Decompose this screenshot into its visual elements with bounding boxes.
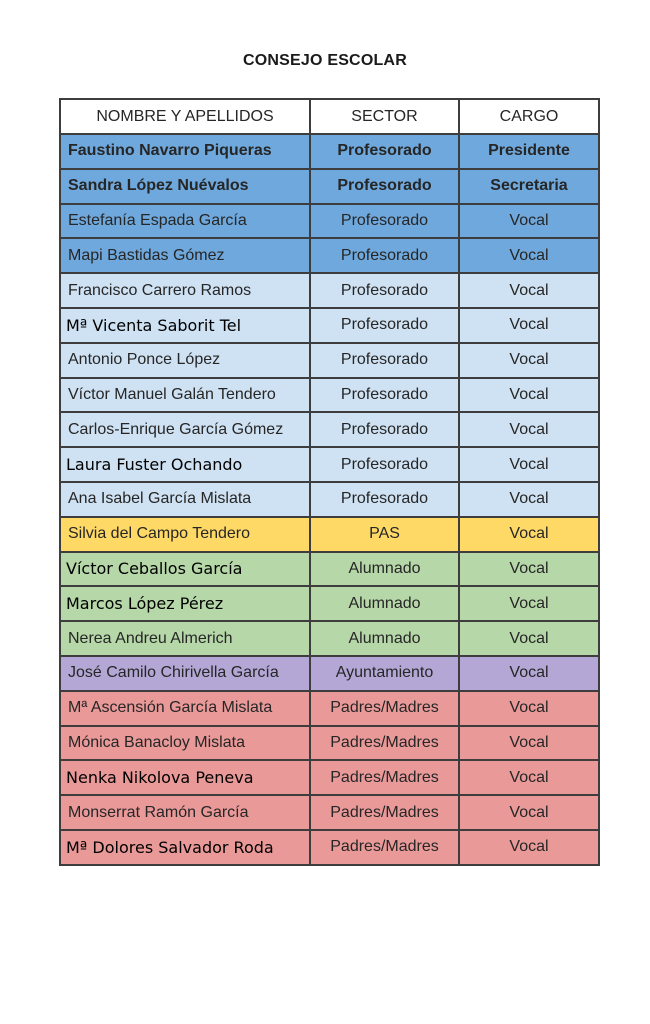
member-name: Marcos López Pérez: [60, 586, 310, 621]
member-sector: Profesorado: [310, 343, 459, 378]
table-row: [60, 447, 599, 482]
table-row: [60, 586, 599, 621]
council-table: [59, 98, 600, 866]
header-sector: SECTOR: [310, 99, 459, 134]
member-sector: Profesorado: [310, 238, 459, 273]
member-name: Laura Fuster Ochando: [60, 447, 310, 482]
table-row: [60, 378, 599, 413]
member-name: Mª Vicenta Saborit Tel: [60, 308, 310, 343]
member-name: Nenka Nikolova Peneva: [60, 760, 310, 795]
member-sector: PAS: [310, 517, 459, 552]
member-name: Mónica Banacloy Mislata: [60, 726, 310, 761]
member-sector: Profesorado: [310, 482, 459, 517]
member-sector: Ayuntamiento: [310, 656, 459, 691]
member-sector: Profesorado: [310, 308, 459, 343]
member-sector: Padres/Madres: [310, 691, 459, 726]
member-name: Mapi Bastidas Gómez: [60, 238, 310, 273]
header-name: NOMBRE Y APELLIDOS: [60, 99, 310, 134]
member-cargo: Vocal: [459, 517, 599, 552]
table-row: [60, 726, 599, 761]
member-name: Ana Isabel García Mislata: [60, 482, 310, 517]
table-row: [60, 238, 599, 273]
table-row: [60, 134, 599, 169]
member-cargo: Vocal: [459, 378, 599, 413]
member-cargo: Vocal: [459, 273, 599, 308]
table-row: [60, 273, 599, 308]
table-row: [60, 204, 599, 239]
table-header-row: [60, 99, 599, 134]
table-row: [60, 412, 599, 447]
page-title: CONSEJO ESCOLAR: [243, 52, 407, 69]
member-name: Francisco Carrero Ramos: [60, 273, 310, 308]
member-name: Antonio Ponce López: [60, 343, 310, 378]
member-sector: Alumnado: [310, 621, 459, 656]
member-cargo: Secretaria: [459, 169, 599, 204]
member-sector: Padres/Madres: [310, 760, 459, 795]
header-cargo: CARGO: [459, 99, 599, 134]
table-row: [60, 343, 599, 378]
member-name: José Camilo Chirivella García: [60, 656, 310, 691]
member-cargo: Vocal: [459, 447, 599, 482]
member-cargo: Vocal: [459, 586, 599, 621]
table-row: [60, 830, 599, 865]
member-name: Sandra López Nuévalos: [60, 169, 310, 204]
table-row: [60, 795, 599, 830]
member-name: Víctor Ceballos García: [60, 552, 310, 587]
member-cargo: Vocal: [459, 795, 599, 830]
member-sector: Alumnado: [310, 552, 459, 587]
member-cargo: Vocal: [459, 238, 599, 273]
member-sector: Padres/Madres: [310, 795, 459, 830]
member-cargo: Vocal: [459, 691, 599, 726]
table-row: [60, 482, 599, 517]
table-row: [60, 621, 599, 656]
member-name: Monserrat Ramón García: [60, 795, 310, 830]
member-cargo: Vocal: [459, 656, 599, 691]
member-name: Estefanía Espada García: [60, 204, 310, 239]
member-name: Nerea Andreu Almerich: [60, 621, 310, 656]
member-cargo: Vocal: [459, 726, 599, 761]
table-row: [60, 552, 599, 587]
table-row: [60, 656, 599, 691]
member-sector: Profesorado: [310, 273, 459, 308]
table-row: [60, 308, 599, 343]
member-cargo: Vocal: [459, 343, 599, 378]
member-cargo: Vocal: [459, 552, 599, 587]
member-name: Carlos-Enrique García Gómez: [60, 412, 310, 447]
member-sector: Alumnado: [310, 586, 459, 621]
table-row: [60, 169, 599, 204]
member-sector: Profesorado: [310, 447, 459, 482]
member-name: Faustino Navarro Piqueras: [60, 134, 310, 169]
member-sector: Profesorado: [310, 204, 459, 239]
member-cargo: Vocal: [459, 482, 599, 517]
member-sector: Profesorado: [310, 169, 459, 204]
member-cargo: Vocal: [459, 621, 599, 656]
member-sector: Padres/Madres: [310, 830, 459, 865]
member-sector: Padres/Madres: [310, 726, 459, 761]
member-name: Silvia del Campo Tendero: [60, 517, 310, 552]
table-row: [60, 760, 599, 795]
member-cargo: Vocal: [459, 412, 599, 447]
member-cargo: Presidente: [459, 134, 599, 169]
member-sector: Profesorado: [310, 134, 459, 169]
member-name: Mª Ascensión García Mislata: [60, 691, 310, 726]
member-cargo: Vocal: [459, 830, 599, 865]
member-name: Mª Dolores Salvador Roda: [60, 830, 310, 865]
table-row: [60, 691, 599, 726]
member-sector: Profesorado: [310, 412, 459, 447]
table-row: [60, 517, 599, 552]
member-name: Víctor Manuel Galán Tendero: [60, 378, 310, 413]
member-cargo: Vocal: [459, 204, 599, 239]
member-sector: Profesorado: [310, 378, 459, 413]
member-cargo: Vocal: [459, 308, 599, 343]
member-cargo: Vocal: [459, 760, 599, 795]
